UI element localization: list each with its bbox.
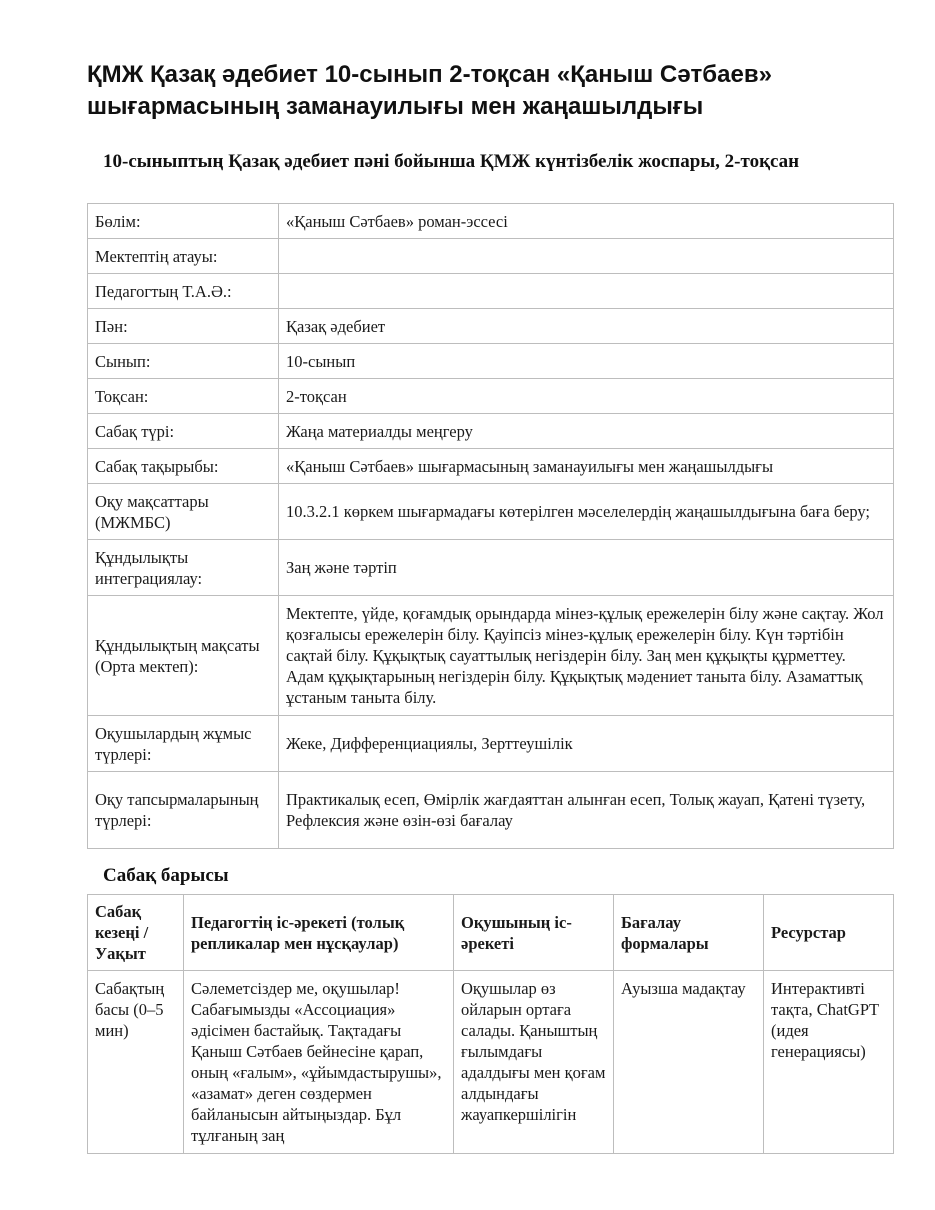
info-label: Мектептің атауы: bbox=[88, 239, 279, 274]
info-value: Жеке, Дифференциациялы, Зерттеушілік bbox=[279, 716, 894, 772]
lesson-info-table bbox=[87, 203, 894, 849]
info-row bbox=[88, 309, 894, 344]
info-label: Пән: bbox=[88, 309, 279, 344]
lesson-row bbox=[88, 971, 894, 1154]
info-label: Сынып: bbox=[88, 344, 279, 379]
header-assessment: Бағалау формалары bbox=[614, 895, 764, 971]
info-value: Заң және тәртіп bbox=[279, 540, 894, 596]
info-row bbox=[88, 204, 894, 239]
header-stage: Сабақ кезеңі / Уақыт bbox=[88, 895, 184, 971]
header-teacher-activity: Педагогтің іс-әрекеті (толық репликалар мен нұсқаулар) bbox=[184, 895, 454, 971]
info-row bbox=[88, 449, 894, 484]
lesson-progress-table bbox=[87, 894, 894, 1154]
info-row bbox=[88, 596, 894, 716]
cell-resources: Интерактивті тақта, ChatGPT (идея генерациясы) bbox=[764, 971, 894, 1154]
info-row bbox=[88, 716, 894, 772]
cell-stage: Сабақтың басы (0–5 мин) bbox=[88, 971, 184, 1154]
info-label: Сабақ тақырыбы: bbox=[88, 449, 279, 484]
info-label: Оқу тапсырмаларының түрлері: bbox=[88, 772, 279, 849]
info-row bbox=[88, 484, 894, 540]
info-label: Тоқсан: bbox=[88, 379, 279, 414]
info-value: Жаңа материалды меңгеру bbox=[279, 414, 894, 449]
info-value: «Қаныш Сәтбаев» роман-эссесі bbox=[279, 204, 894, 239]
info-label: Бөлім: bbox=[88, 204, 279, 239]
info-row bbox=[88, 540, 894, 596]
info-value: 2-тоқсан bbox=[279, 379, 894, 414]
info-value bbox=[279, 274, 894, 309]
info-value: «Қаныш Сәтбаев» шығармасының заманауилығы мен жаңашылдығы bbox=[279, 449, 894, 484]
lesson-progress-heading: Сабақ барысы bbox=[103, 865, 229, 886]
info-label: Оқу мақсаттары (МЖМБС) bbox=[88, 484, 279, 540]
info-row bbox=[88, 379, 894, 414]
info-row bbox=[88, 344, 894, 379]
plan-heading: 10-сыныптың Қазақ әдебиет пәні бойынша ҚМЖ күнтізбелік жоспары, 2-тоқсан bbox=[103, 151, 800, 172]
info-value: 10-сынып bbox=[279, 344, 894, 379]
info-label: Құндылықтың мақсаты (Орта мектеп): bbox=[88, 596, 279, 716]
cell-assessment: Ауызша мадақтау bbox=[614, 971, 764, 1154]
info-row bbox=[88, 239, 894, 274]
cell-student-activity: Оқушылар өз ойларын ортаға салады. Қаныштың ғылымдағы адалдығы мен қоғам алдындағы жауапкершілігін bbox=[454, 971, 614, 1154]
info-value: Практикалық есеп, Өмірлік жағдаяттан алынған есеп, Толық жауап, Қатені түзету, Рефлексия және өзін-өзі бағалау bbox=[279, 772, 894, 849]
info-label: Оқушылардың жұмыс түрлері: bbox=[88, 716, 279, 772]
info-label: Педагогтың Т.А.Ә.: bbox=[88, 274, 279, 309]
info-label: Құндылықты интеграциялау: bbox=[88, 540, 279, 596]
info-label: Сабақ түрі: bbox=[88, 414, 279, 449]
header-resources: Ресурстар bbox=[764, 895, 894, 971]
info-value: 10.3.2.1 көркем шығармадағы көтерілген мәселелердің жаңашылдығына баға беру; bbox=[279, 484, 894, 540]
lesson-header-row bbox=[88, 895, 894, 971]
header-student-activity: Оқушының іс-әрекеті bbox=[454, 895, 614, 971]
info-value: Қазақ әдебиет bbox=[279, 309, 894, 344]
info-row bbox=[88, 414, 894, 449]
info-value bbox=[279, 239, 894, 274]
info-row bbox=[88, 274, 894, 309]
cell-teacher-activity: Сәлеметсіздер ме, оқушылар! Сабағымызды «Ассоциация» әдісімен бастайық. Тақтадағы Қаныш Сәтбаев бейнесіне қарап, оның «ғалым», «ұйымдастырушы», «азамат» деген сөздермен байланысын айтыңыздар. Бұл тұлғаның заң bbox=[184, 971, 454, 1154]
page-title: ҚМЖ Қазақ әдебиет 10-сынып 2-тоқсан «Қаныш Сәтбаев» шығармасының заманауилығы мен жаңашылдығы bbox=[87, 61, 772, 120]
info-value: Мектепте, үйде, қоғамдық орындарда мінез-құлық ережелерін білу және сақтау. Жол қозғалысы ережелерін білу. Қауіпсіз мінез-құлық ережелерін білу. Күн тәртібін сақтай білу. Құқықтық сауаттылық негіздерін білу. Заң мен құқықты құрметтеу. Адам құқықтарының негіздерін білу. Құқықтық мәдениет таныта білу. Азаматтық ұстаным таныта білу. bbox=[279, 596, 894, 716]
info-row bbox=[88, 772, 894, 849]
